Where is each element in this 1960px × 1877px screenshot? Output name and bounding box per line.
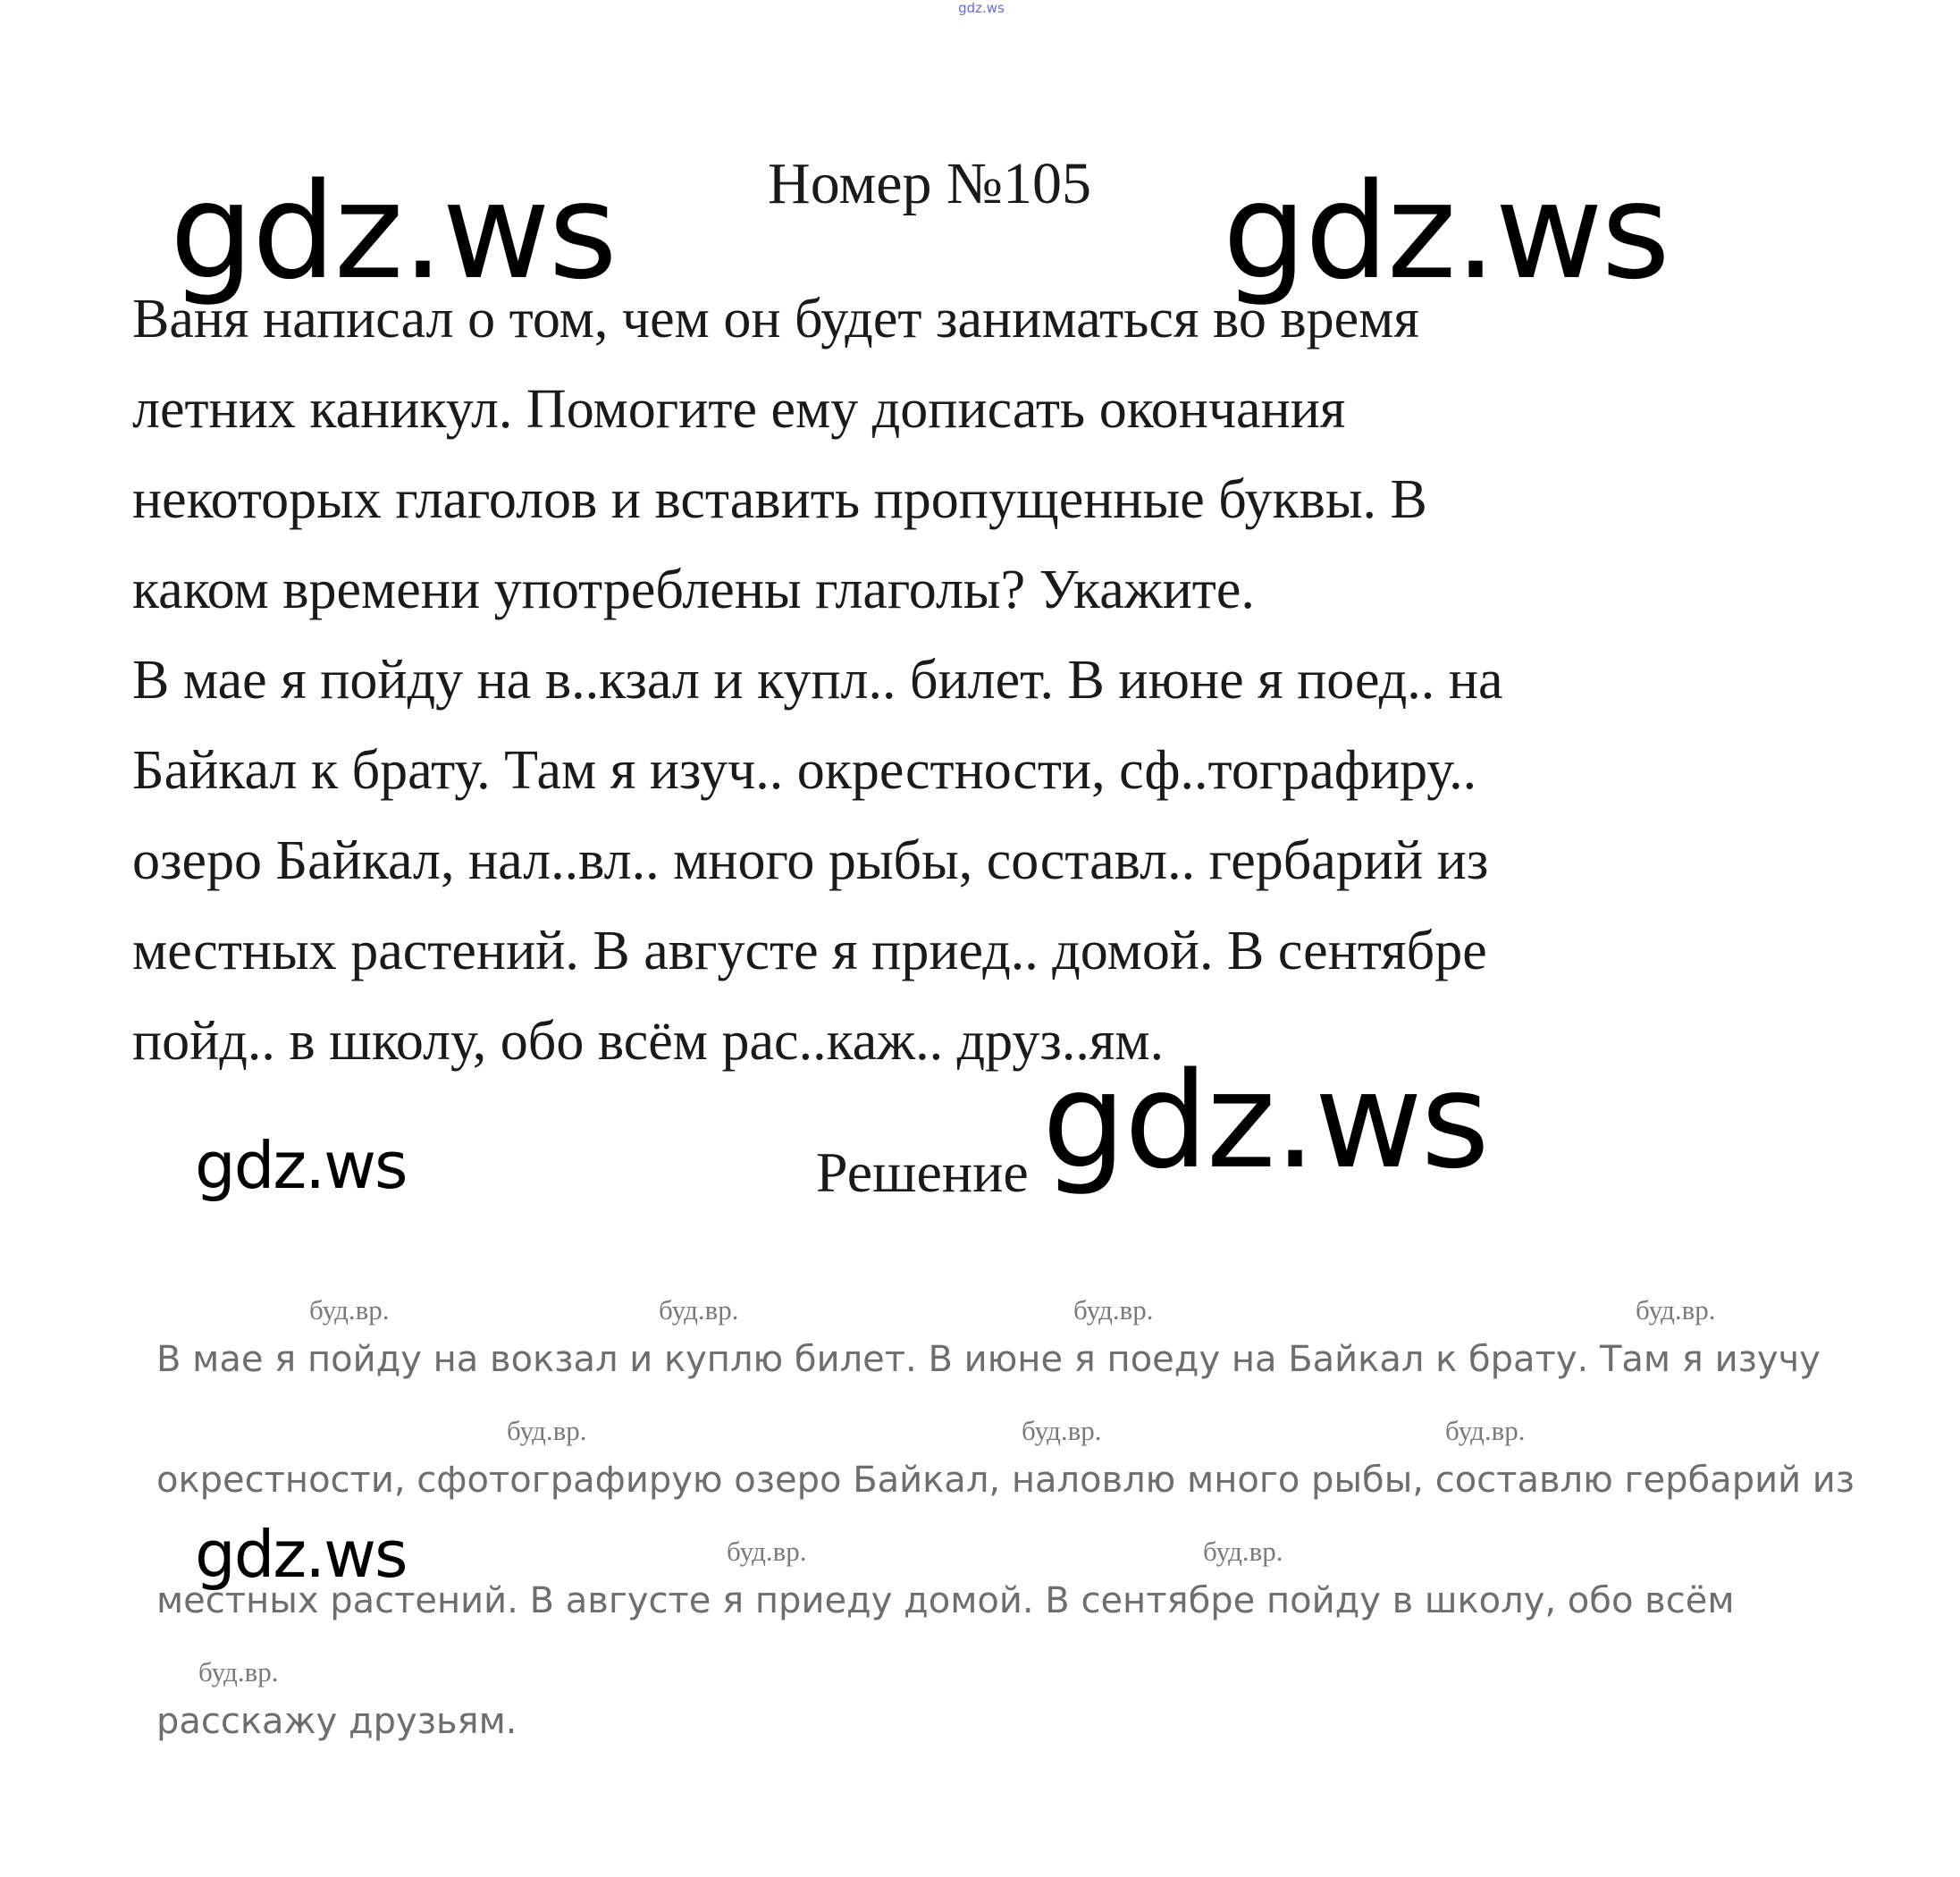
tense-annotation: буд.вр. bbox=[727, 1536, 807, 1567]
task-line: местных растений. В августе я приед.. домой. В сентябре bbox=[132, 921, 1487, 981]
task-line: некоторых глаголов и вставить пропущенные буквы. В bbox=[132, 469, 1427, 530]
solution-line: расскажу друзьям. bbox=[156, 1701, 517, 1742]
solution-line: В мае я пойду на вокзал и куплю билет. В июне я поеду на Байкал к брату. Там я изучу bbox=[156, 1339, 1821, 1380]
watermark: gdz.ws bbox=[1223, 155, 1669, 308]
task-line: озеро Байкал, нал..вл.. много рыбы, составл.. гербарий из bbox=[132, 830, 1489, 891]
tense-annotation: буд.вр. bbox=[309, 1294, 390, 1326]
watermark: gdz.ws bbox=[1042, 1044, 1488, 1198]
solution-line: окрестности, сфотографирую озеро Байкал, наловлю много рыбы, составлю гербарий из bbox=[156, 1460, 1855, 1501]
watermark: gdz.ws bbox=[195, 1517, 407, 1592]
task-line: В мае я пойду на в..кзал и купл.. билет. В июне я поед.. на bbox=[132, 650, 1503, 711]
tense-annotation: буд.вр. bbox=[1203, 1536, 1283, 1567]
solution-heading: Решение bbox=[816, 1141, 1029, 1204]
task-line: каком времени употреблены глаголы? Укажите. bbox=[132, 560, 1255, 620]
watermark: gdz.ws bbox=[195, 1128, 407, 1203]
task-line: Ваня написал о том, чем он будет заниматься во время bbox=[132, 289, 1419, 349]
tense-annotation: буд.вр. bbox=[659, 1294, 739, 1326]
site-mark: gdz.ws bbox=[958, 0, 1005, 16]
tense-annotation: буд.вр. bbox=[507, 1415, 587, 1446]
tense-annotation: буд.вр. bbox=[1022, 1415, 1102, 1446]
tense-annotation: буд.вр. bbox=[198, 1656, 279, 1688]
tense-annotation: буд.вр. bbox=[1636, 1294, 1716, 1326]
tense-annotation: буд.вр. bbox=[1445, 1415, 1526, 1446]
task-text bbox=[132, 274, 1705, 1087]
task-line: Байкал к брату. Там я изуч.. окрестности, сф..тографиру.. bbox=[132, 740, 1477, 801]
task-line: летних каникул. Помогите ему дописать окончания bbox=[132, 379, 1346, 440]
task-line: пойд.. в школу, обо всём рас..каж.. друз..ям. bbox=[132, 1011, 1165, 1072]
tense-annotation: буд.вр. bbox=[1073, 1294, 1154, 1326]
solution-line: местных растений. В августе я приеду домой. В сентябре пойду в школу, обо всём bbox=[156, 1580, 1735, 1621]
watermark: gdz.ws bbox=[170, 155, 616, 308]
page-title: Номер №105 bbox=[768, 151, 1091, 216]
